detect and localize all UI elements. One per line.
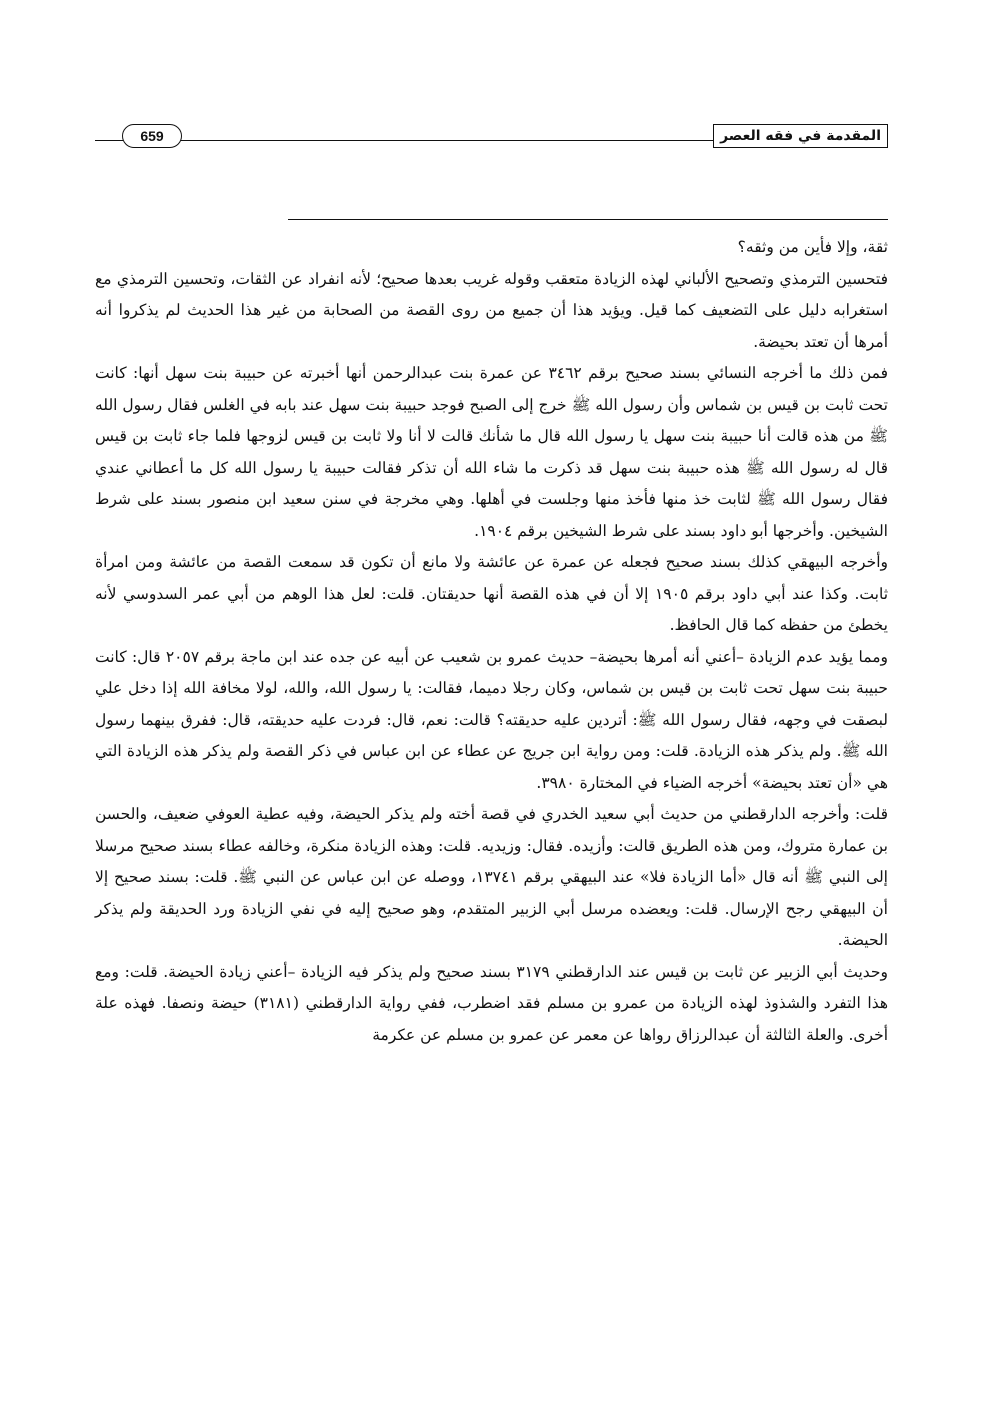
paragraph: فتحسين الترمذي وتصحيح الألباني لهذه الزيادة متعقب وقوله غريب بعدها صحيح؛ لأنه انفراد عن الثقات، وتحسين الترمذي مع استغرابه دليل على التضعيف كما قيل. ويؤيد هذا أن جميع من روى القصة من الصحابة من غير هذا الحديث لم يذكروا أنه أمرها أن تعتد بحيضة. (95, 269, 888, 351)
body-text (95, 232, 888, 1051)
paragraph: وحديث أبي الزبير عن ثابت بن قيس عند الدارقطني ٣١٧٩ بسند صحيح ولم يذكر فيه الزيادة –أعني زيادة الحيضة. قلت: ومع هذا التفرد والشذوذ لهذه الزيادة من عمرو بن مسلم فقد اضطرب، ففي رواية الدارقطني (٣١٨١) حيضة ونصفا. فهذه علة أخرى. والعلة الثالثة أن عبدالرزاق رواها عن معمر عن عمرو بن مسلم عن عكرمة (95, 962, 889, 1044)
paragraph: ثقة، وإلا فأين من وثقه؟ (737, 238, 888, 256)
page-header (95, 120, 888, 148)
page-number: 659 (122, 124, 182, 148)
paragraph: فمن ذلك ما أخرجه النسائي بسند صحيح برقم ٣٤٦٢ عن عمرة بنت عبدالرحمن أنها أخبرته عن حبيبة بنت سهل أنها: كانت تحت ثابت بن قيس بن شماس وأن رسول الله ﷺ خرج إلى الصبح فوجد حبيبة بنت سهل عند بابه في الغلس فقال رسول الله ﷺ من هذه قالت أنا حبيبة بنت سهل يا رسول الله قال ما شأنك قالت لا أنا ولا ثابت بن قيس لزوجها فلما جاء ثابت بن قيس قال له رسول الله ﷺ هذه حبيبة بنت سهل قد ذكرت ما شاء الله أن تذكر فقالت حبيبة يا رسول الله كل ما أعطاني عندي فقال رسول الله ﷺ لثابت خذ منها فأخذ منها وجلست في أهلها. وهي مخرجة في سنن سعيد ابن منصور بسند على شرط الشيخين. وأخرجها أبو داود بسند على شرط الشيخين برقم ١٩٠٤. (95, 364, 888, 540)
paragraph: ومما يؤيد عدم الزيادة –أعني أنه أمرها بحيضة– حديث عمرو بن شعيب عن أبيه عن جده عند ابن ماجة برقم ٢٠٥٧ قال: كانت حبيبة بنت سهل تحت ثابت بن قيس بن شماس، وكان رجلا دميما، فقالت: يا رسول الله، والله، لولا مخافة الله إذا دخل علي لبصقت في وجهه، فقال رسول الله ﷺ: أتردين عليه حديقته؟ قالت: نعم، قال: فردت عليه حديقته، قال: ففرق بينهما رسول الله ﷺ. ولم يذكر هذه الزيادة. قلت: ومن رواية ابن جريج عن عطاء عن ابن عباس في ذكر القصة ولم يذكر هذه الزيادة التي هي «أن تعتد بحيضة» أخرجه الضياء في المختارة ٣٩٨٠. (95, 647, 888, 792)
top-divider (288, 219, 888, 220)
paragraph: وأخرجه البيهقي كذلك بسند صحيح فجعله عن عمرة عن عائشة ولا مانع أن تكون قد سمعت القصة من عائشة ومن امرأة ثابت. وكذا عند أبي داود برقم ١٩٠٥ إلا أن في هذه القصة أنها حديقتان. قلت: لعل هذا الوهم من أبي عمر السدوسي لأنه يخطئ من حفظه كما قال الحافظ. (95, 553, 889, 634)
book-title: المقدمة في فقه العصر (713, 124, 888, 148)
paragraph: قلت: وأخرجه الدارقطني من حديث أبي سعيد الخدري في قصة أخته ولم يذكر الحيضة، وفيه عطية العوفي ضعيف، والحسن بن عمارة متروك، ومن هذه الطريق قالت: وأزيده. فقال: وزيديه. قلت: وهذه الزيادة منكرة، وخالفه عطاء بسند صحيح مرسلا إلى النبي ﷺ أنه قال «أما الزيادة فلا» عند البيهقي برقم ١٣٧٤١، ووصله عن ابن عباس عن النبي ﷺ. قلت: بسند صحيح إلا أن البيهقي رجح الإرسال. قلت: ويعضده مرسل أبي الزبير المتقدم، وهو صحيح إليه في نفي الزيادة ورد الحديقة ولم يذكر الحيضة. (95, 805, 888, 949)
